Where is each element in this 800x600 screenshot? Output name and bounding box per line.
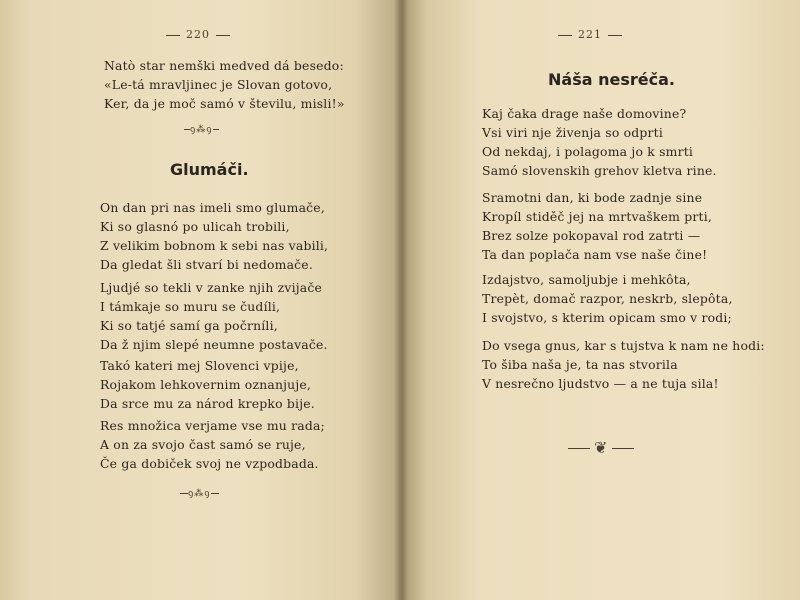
verse-line: To šiba naša je, ta nas stvorila [482,357,678,372]
verse-line: Ki so tatjé samí ga počrníli, [100,318,278,333]
verse-line: Da srce mu za národ krepko bije. [100,396,315,411]
verse-line: Kaj čaka drage naše domovine? [482,106,687,121]
verse-line: Do vsega gnus, kar s tujstva k nam ne hodi: [482,338,765,353]
verse-line: On dan pri nas imeli smo glumače, [100,200,325,215]
verse-line: Kropíl stiděč jej na mrtvaškem prti, [482,209,713,224]
verse-line: Da ž njim slepé neumne postavače. [100,337,328,352]
stanza [100,356,315,413]
stanza [100,278,328,354]
stanza [100,198,328,274]
verse-line: Brez solze pokopaval rod zatrti — [482,228,701,243]
stanza [482,270,733,327]
verse-line: Z velikim bobnom k sebi nas vabili, [100,238,329,253]
verse-line: Ljudjé so tekli v zanke njih zvijače [100,280,323,295]
verse-line: Če ga dobiček svoj ne vzpodbada. [100,456,319,471]
intro-verse [104,56,345,113]
verse-line: Od nekdaj, i polagoma jo k smrti [482,144,694,159]
verse-line: V nesrečno ljudstvo — a ne tuja sila! [482,376,719,391]
poem-title: Glumáči. [170,160,249,179]
verse-line: Ki so glasnó po ulicah trobili, [100,219,290,234]
stanza [482,336,765,393]
ornament-divider: ꝯ⁂ꝯ [180,486,219,499]
verse-line: Rojakom lehkovernim oznanjuje, [100,377,312,392]
right-page [402,0,800,600]
verse-line: Ker, da je moč samó v številu, misli!» [104,96,345,111]
poem-title: Náša nesréča. [548,70,675,89]
verse-line: Izdajstvo, samoljubje i mehkôta, [482,272,691,287]
verse-line: I támkaje so muru se čudíli, [100,299,281,314]
book-gutter [394,0,408,600]
page-number-right: 221 [552,28,628,41]
ornament-divider: ꝯ⁂ꝯ [184,122,219,135]
verse-line: Trepèt, domač razpor, neskrb, slepôta, [482,291,733,306]
verse-line: Res množica verjame vse mu rada; [100,418,325,433]
ornament-vignette: ❦ [568,438,634,457]
verse-line: A on za svojo čast samó se ruje, [100,437,306,452]
verse-line: «Le-tá mravljinec je Slovan gotovo, [104,77,333,92]
stanza [100,416,325,473]
stanza [482,104,717,180]
page-number-left: 220 [160,28,236,41]
verse-line: Takó kateri mej Slovenci vpije, [100,358,299,373]
verse-line: Natò star nemški medved dá besedo: [104,58,344,73]
verse-line: Samó slovenskih grehov kletva rine. [482,163,717,178]
verse-line: Ta dan poplača nam vse naše čine! [482,247,708,262]
verse-line: Da gledat šli stvarí bi nedomače. [100,257,313,272]
verse-line: Sramotni dan, ki bode zadnje sine [482,190,703,205]
stanza [482,188,712,264]
verse-line: I svojstvo, s kterim opicam smo v rodi; [482,310,732,325]
verse-line: Vsi viri nje živenja so odprti [482,125,664,140]
